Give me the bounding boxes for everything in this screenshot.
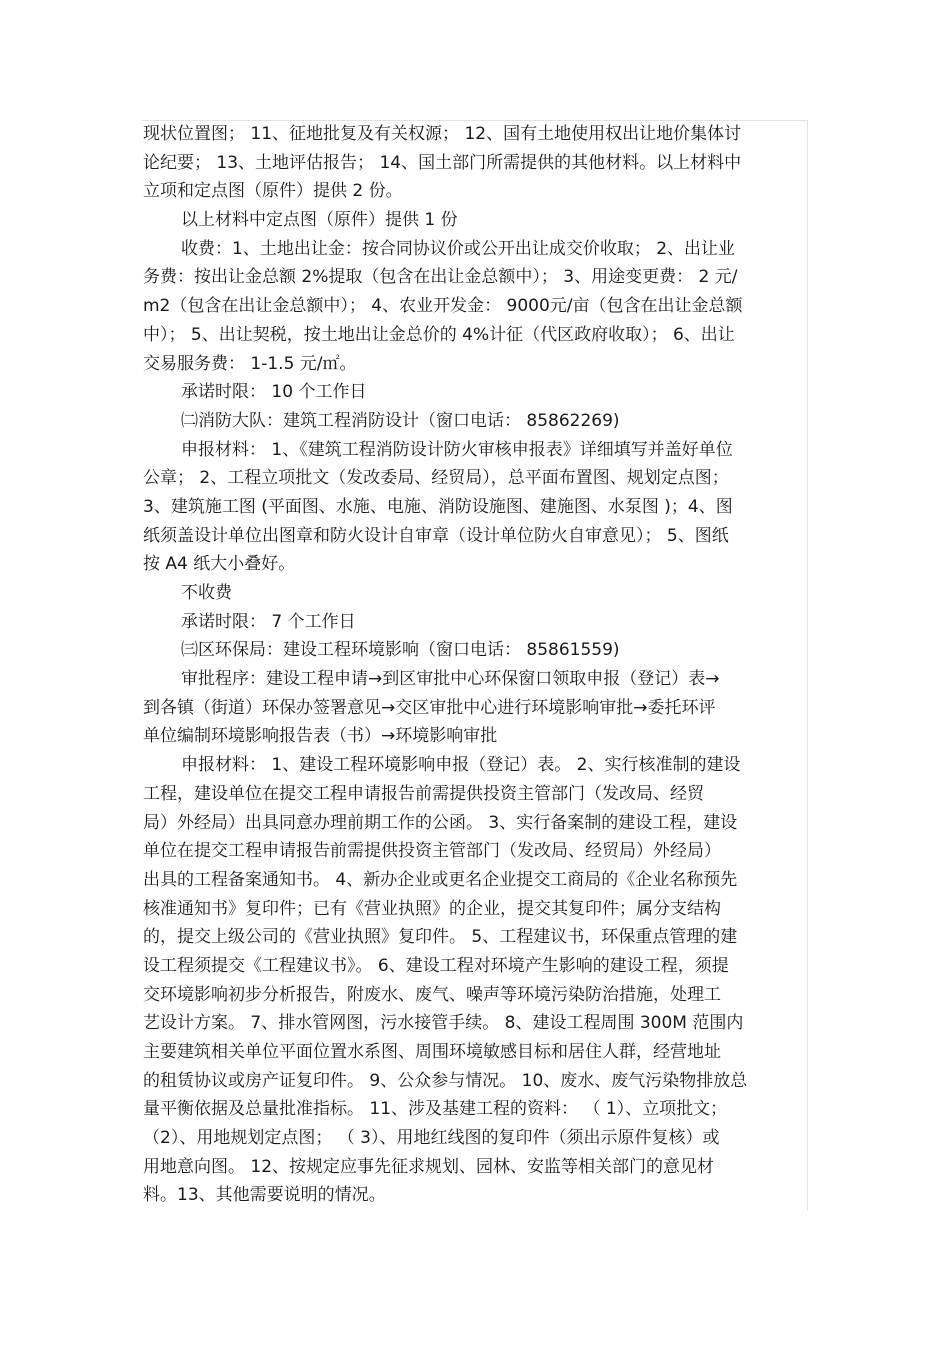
text-line: 中）； 5、出让契税，按土地出让金总价的 4%计征（代区政府收取）； 6、出让 (143, 324, 735, 345)
text-line: 不收费 (181, 583, 232, 603)
text-line: 用地意向图。 12、按规定应事先征求规划、园林、安监等相关部门的意见材 (143, 1156, 715, 1177)
text-line: 艺设计方案。 7、排水管网图，污水接管手续。 8、建设工程周围 300M 范围内 (143, 1013, 744, 1034)
text-line: 务费：按出让金总额 2%提取（包含在出让金总额中）； 3、用途变更费： 2 元/ (143, 267, 738, 288)
text-line: 纸须盖设计单位出图章和防火设计自审章（设计单位防火自审意见）； 5、图纸 (143, 525, 729, 546)
text-line: 公章； 2、工程立项批文（发改委局、经贸局），总平面布置图、规划定点图； (143, 468, 729, 489)
text-line: 3、建筑施工图 (平面图、水施、电施、消防设施图、建施图、水泵图 )；4、图 (143, 496, 733, 517)
text-line: 交易服务费： 1-1.5 元/㎡。 (143, 353, 357, 374)
text-line: 申报材料： 1、《建筑工程消防设计防火审核申报表》详细填写并盖好单位 (181, 439, 733, 460)
text-line: 申报材料： 1、建设工程环境影响申报（登记）表。 2、实行核准制的建设 (181, 755, 741, 776)
text-line: 现状位置图； 11、征地批复及有关权源； 12、国有土地使用权出让地价集体讨 (143, 124, 742, 144)
text-line: 交环境影响初步分析报告，附废水、废气、噪声等环境污染防治措施，处理工 (143, 984, 721, 1005)
text-line: 以上材料中定点图（原件）提供 1 份 (181, 210, 458, 231)
text-line: 论纪要； 13、土地评估报告； 14、国土部门所需提供的其他材料。以上材料中 (143, 152, 742, 173)
text-line: 设工程须提交《工程建议书》。 6、建设工程对环境产生影响的建设工程，须提 (143, 955, 729, 976)
text-line: 量平衡依据及总量批准指标。 11、涉及基建工程的资料： （ 1）、立项批文； (143, 1099, 728, 1120)
text-line: 工程，建设单位在提交工程申请报告前需提供投资主管部门（发改局、经贸 (143, 783, 704, 804)
text-line: 按 A4 纸大小叠好。 (143, 554, 296, 575)
text-line: 核准通知书》复印件；已有《营业执照》的企业，提交其复印件；属分支结构 (143, 898, 721, 919)
text-line: 收费：1、土地出让金：按合同协议价或公开出让成交价收取； 2、出让业 (181, 238, 736, 259)
text-line: ㈡消防大队：建筑工程消防设计（窗口电话： 85862269) (181, 410, 620, 431)
text-line: （2）、用地规划定点图； （ 3）、用地红线图的复印件（须出示原件复核）或 (143, 1128, 720, 1149)
text-line: 单位在提交工程申请报告前需提供投资主管部门（发改局、经贸局）外经局） (143, 841, 721, 862)
text-line: 审批程序：建设工程申请→到区审批中心环保窗口领取申报（登记）表→ (181, 669, 720, 690)
text-line: 出具的工程备案通知书。 4、新办企业或更名企业提交工商局的《企业名称预先 (143, 869, 738, 890)
text-line: 主要建筑相关单位平面位置水系图、周围环境敏感目标和居住人群，经营地址 (143, 1042, 721, 1062)
text-line: ㈢区环保局：建设工程环境影响（窗口电话： 85861559) (181, 640, 620, 661)
document-body (143, 120, 807, 1210)
text-line: 的租赁协议或房产证复印件。 9、公众参与情况。 10、废水、废气污染物排放总 (143, 1070, 748, 1091)
text-line: 的，提交上级公司的《营业执照》复印件。 5、工程建议书，环保重点管理的建 (143, 927, 738, 948)
text-line: 承诺时限： 7 个工作日 (181, 611, 356, 632)
text-line: 局）外经局）出具同意办理前期工作的公函。 3、实行备案制的建设工程，建设 (143, 812, 738, 833)
text-line: 单位编制环境影响报告表（书）→环境影响审批 (143, 726, 498, 747)
text-line: 立项和定点图（原件）提供 2 份。 (143, 181, 403, 202)
text-line: 到各镇（街道）环保办签署意见→交区审批中心进行环境影响审批→委托环评 (143, 697, 716, 718)
text-line: 承诺时限： 10 个工作日 (181, 382, 367, 403)
text-line: 料。13、其他需要说明的情况。 (143, 1185, 386, 1206)
text-line: m2（包含在出让金总额中）； 4、农业开发金： 9000元/亩（包含在出让金总额 (143, 296, 743, 317)
